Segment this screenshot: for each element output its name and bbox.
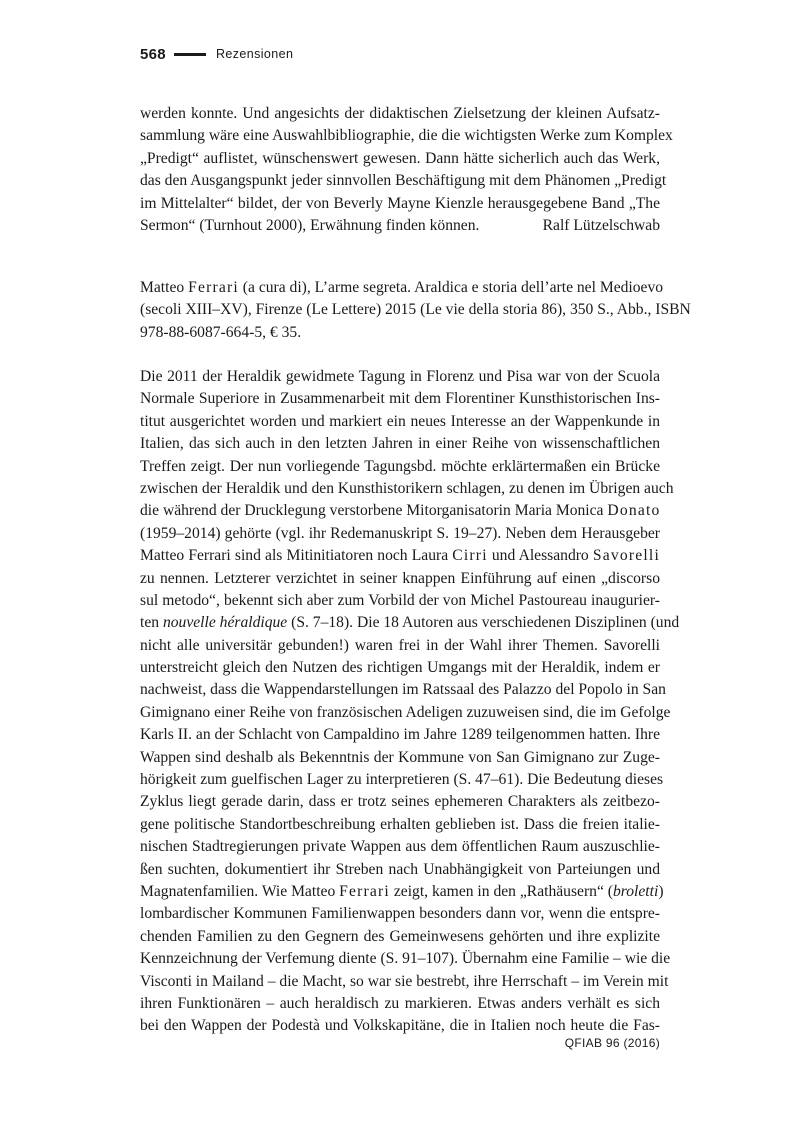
text-line: Normale Superiore in Zusammenarbeit mit dem Florentiner Kunsthistorischen Ins- [140, 390, 660, 408]
header-rule [174, 53, 206, 56]
text-line: Die 2011 der Heraldik gewidmete Tagung in Florenz und Pisa war von der Scuola [140, 368, 660, 385]
text-line: zu nennen. Letzterer verzichtet in seiner knappen Einführung auf einen „discorso [140, 569, 660, 587]
citation-line: 978-88-6087-664-5, € 35. [140, 323, 302, 341]
text-line: lombardischer Kommunen Familienwappen besonders dann vor, wenn die entspre- [140, 905, 660, 923]
review-2-body [140, 366, 680, 1038]
text-line: im Mittelalter“ bildet, der von Beverly Mayne Kienzle herausgegebene Band „The [140, 194, 660, 212]
text-line: titut ausgerichtet worden und markiert ein neues Interesse an der Wappenkunde in [140, 412, 660, 430]
text-line: bei den Wappen der Podestà und Volkskapitäne, die in Italien noch heute die Fas- [140, 1017, 660, 1035]
citation-line: (secoli XIII–XV), Firenze (Le Lettere) 2015 (Le vie della storia 86), 350 S., Abb., ISBN [140, 301, 691, 319]
text-line: unterstreicht gleich den Nutzen des richtigen Umgangs mit der Heraldik, indem er [140, 659, 660, 677]
text-line: Italien, das sich auch in den letzten Jahren in einer Reihe von wissenschaftlichen [140, 435, 660, 453]
text-line: gene politische Standortbeschreibung erhalten geblieben ist. Dass die freien italie- [140, 815, 660, 833]
running-head [140, 44, 293, 64]
italic-term: nouvelle héraldique [162, 614, 288, 632]
signature-line [140, 215, 660, 237]
text-line: nicht alle universitär gebunden!) waren frei in der Wahl ihrer Themen. Savorelli [140, 636, 660, 654]
person-name: Ferrari [339, 882, 390, 900]
reviewer-name: Ralf Lützelschwab [542, 216, 660, 234]
text-line: Gimignano einer Reihe von französischen Adeligen zuzuweisen sind, die im Gefolge [140, 703, 671, 721]
text-line: (1959–2014) gehörte (vgl. ihr Redemanuskript S. 19–27). Neben dem Herausgeber [140, 524, 660, 542]
text-line: Kennzeichnung der Verfemung diente (S. 91–107). Übernahm eine Familie – wie die [140, 950, 671, 968]
text-line: zwischen der Heraldik und den Kunsthistorikern schlagen, zu denen im Übrigen auch [140, 479, 674, 497]
text-line: nachweist, dass die Wappendarstellungen im Ratssaal des Palazzo del Popolo in San [140, 681, 666, 699]
section-title: Rezensionen [215, 47, 294, 61]
text-line: Visconti in Mailand – die Macht, so war sie bestrebt, ihre Herrschaft – im Verein mit [140, 972, 669, 990]
text-line: ßen suchten, dokumentiert ihr Streben nach Unabhängigkeit von Parteiungen und [140, 860, 660, 878]
italic-term: broletti [612, 882, 659, 900]
text-line: nischen Stadtregierungen private Wappen aus dem öffentlichen Raum auszuschlie- [140, 838, 660, 856]
text-line: ihren Funktionären – auch heraldisch zu markieren. Etwas anders verhält es sich [140, 994, 660, 1012]
text-line: Wappen sind deshalb als Bekenntnis der Kommune von San Gimignano zur Zuge- [140, 748, 660, 766]
citation-line: Matteo Ferrari (a cura di), L’arme segreta. Araldica e storia dell’arte nel Medioevo [140, 279, 664, 296]
person-name: Savorelli [592, 547, 660, 565]
text-line: die während der Drucklegung verstorbene Mitorganisatorin Maria Monica Donato [140, 502, 661, 520]
journal-footer: QFIAB 96 (2016) [564, 1036, 660, 1050]
text-line: Treffen zeigt. Der nun vorliegende Tagungsbd. möchte erklärtermaßen ein Brücke [140, 457, 660, 475]
page-number: 568 [140, 45, 166, 63]
text-line: sul metodo“, bekennt sich aber zum Vorbild der von Michel Pastoureau inaugurier- [140, 591, 660, 609]
text-line: werden konnte. Und angesichts der didaktischen Zielsetzung der kleinen Aufsatz- [140, 105, 660, 122]
person-name: Cirri [452, 547, 488, 565]
text-line: Zyklus liegt gerade darin, dass er trotz seines ephemeren Charakters als zeitbezo- [140, 793, 660, 811]
text-line: chenden Familien zu den Gegnern des Gemeinwesens gehörten und ihre explizite [140, 927, 660, 945]
text-line: Magnatenfamilien. Wie Matteo Ferrari zeigt, kamen in den „Rathäusern“ (broletti) [140, 882, 664, 900]
review-2-bibliographic-header [140, 277, 691, 344]
text-line: „Predigt“ auflistet, wünschenswert gewesen. Dann hätte sicherlich auch das Werk, [140, 149, 660, 167]
text-line: ten nouvelle héraldique (S. 7–18). Die 18 Autoren aus verschiedenen Disziplinen (und [140, 614, 680, 632]
person-name: Donato [607, 502, 661, 520]
text-line: hörigkeit zum guelfischen Lager zu interpretieren (S. 47–61). Die Bedeutung dieses [140, 771, 664, 789]
text-line: Karls II. an der Schlacht von Campaldino im Jahre 1289 teilgenommen hatten. Ihre [140, 726, 660, 744]
text-line: sammlung wäre eine Auswahlbibliographie, die die wichtigsten Werke zum Komplex [140, 127, 673, 145]
text-line: das den Ausgangspunkt jeder sinnvollen Beschäftigung mit dem Phänomen „Predigt [140, 172, 667, 190]
text-line: Matteo Ferrari sind als Mitinitiatoren noch Laura Cirri und Alessandro Savorelli [140, 547, 660, 565]
review-1-conclusion [140, 103, 673, 237]
author-name: Ferrari [188, 279, 239, 296]
text-line: Sermon“ (Turnhout 2000), Erwähnung finden können. [140, 216, 480, 234]
